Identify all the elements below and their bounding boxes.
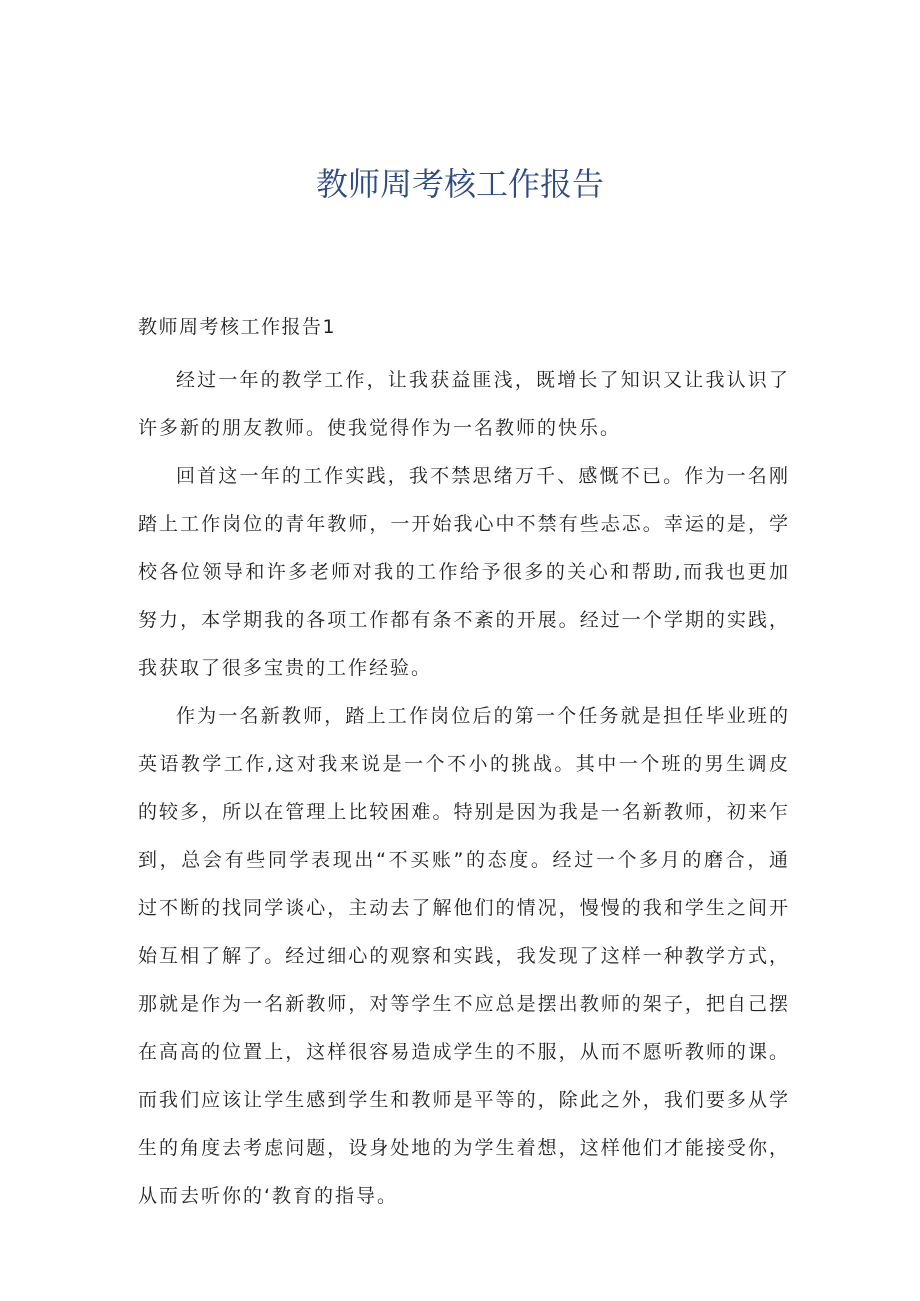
- paragraph-3: 作为一名新教师，踏上工作岗位后的第一个任务就是担任毕业班的英语教学工作,这对我来说是一个不小的挑战。其中一个班的男生调皮的较多，所以在管理上比较困难。特别是因为我是一名新教师，初来乍到，总会有些同学表现出“不买账”的态度。经过一个多月的磨合，通过不断的找同学谈心，主动去了解他们的情况，慢慢的我和学生之间开始互相了解了。经过细心的观察和实践，我发现了这样一种教学方式，那就是作为一名新教师，对等学生不应总是摆出教师的架子，把自己摆在高高的位置上，这样很容易造成学生的不服，从而不愿听教师的课。而我们应该让学生感到学生和教师是平等的，除此之外，我们要多从学生的角度去考虑问题，设身处地的为学生着想，这样他们才能接受你，从而去听你的‘教育的指导。: [138, 705, 790, 1207]
- section-heading: 教师周考核工作报告1: [138, 316, 337, 338]
- paragraph-1: 经过一年的教学工作，让我获益匪浅，既增长了知识又让我认识了许多新的朋友教师。使我觉得作为一名教师的快乐。: [138, 369, 790, 439]
- document-body: [138, 312, 790, 1220]
- document-title: 教师周考核工作报告: [315, 165, 604, 203]
- paragraph-2: 回首这一年的工作实践，我不禁思绪万千、感慨不已。作为一名刚踏上工作岗位的青年教师，一开始我心中不禁有些忐忑。幸运的是，学校各位领导和许多老师对我的工作给予很多的关心和帮助,而我也更加努力，本学期我的各项工作都有条不紊的开展。经过一个学期的实践，我获取了很多宝贵的工作经验。: [138, 465, 790, 679]
